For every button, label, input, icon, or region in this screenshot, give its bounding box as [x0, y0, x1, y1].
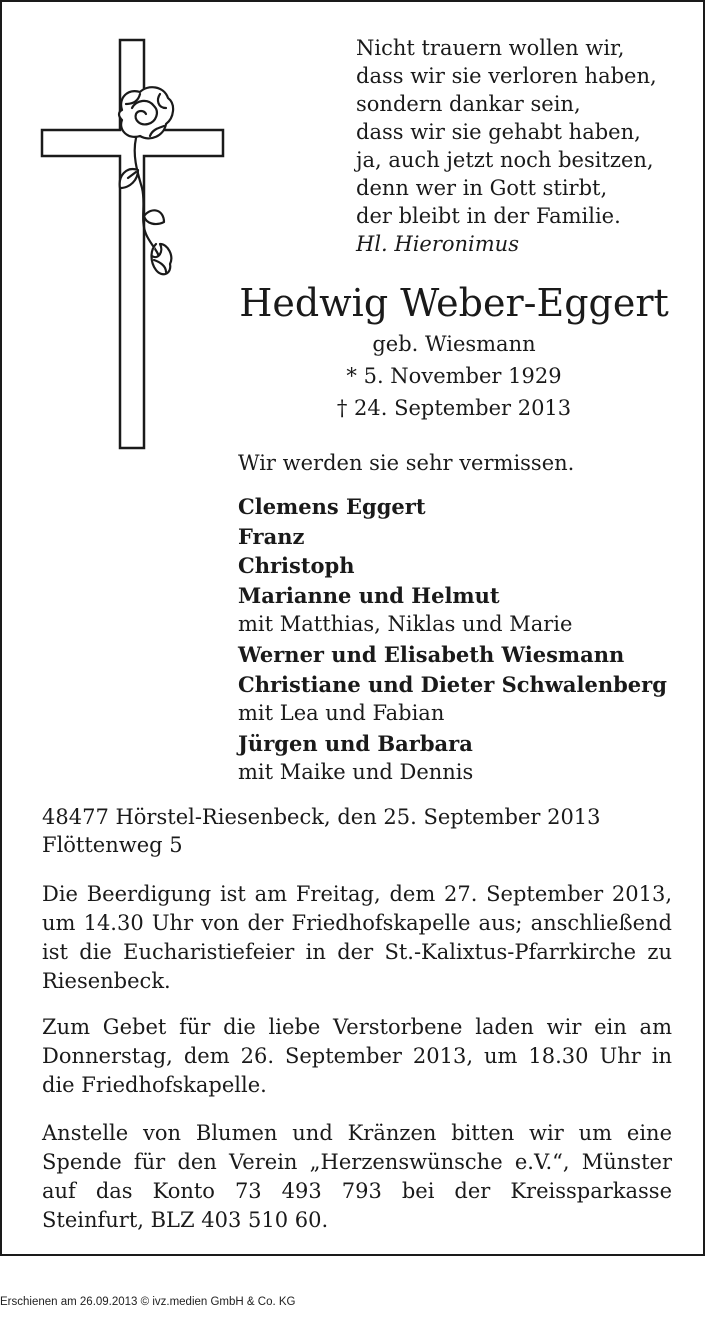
poem-author: Hl. Hieronimus — [356, 232, 519, 256]
birth-date: * 5. November 1929 — [346, 364, 562, 388]
mourners-list — [238, 492, 667, 788]
mourner-name: Christiane und Dieter Schwalenberg — [238, 671, 667, 697]
mourner-name: Clemens Eggert — [238, 494, 426, 519]
address-block — [42, 803, 601, 859]
poem-line: denn wer in Gott stirbt, — [356, 176, 608, 200]
street-address: Flöttenweg 5 — [42, 833, 183, 857]
poem — [356, 34, 657, 258]
mourner-children: mit Matthias, Niklas und Marie — [238, 612, 573, 637]
place-date: 48477 Hörstel-Riesenbeck, den 25. September 2013 — [42, 805, 601, 829]
mourner-name: Jürgen und Barbara — [238, 730, 473, 756]
poem-line: Nicht trauern wollen wir, — [356, 36, 625, 60]
mourner-name: Franz — [238, 523, 305, 549]
mourner-name: Christoph — [238, 553, 355, 579]
poem-line: sondern dankar sein, — [356, 92, 581, 116]
mourner-name: Werner und Elisabeth Wiesmann — [238, 641, 625, 667]
mourner-children: mit Lea und Fabian — [238, 701, 445, 726]
donation-paragraph: Anstelle von Blumen und Kränzen bitten wir um eine Spende für den Verein „Herzenswünsche e.V.“, Münster auf das Konto 73 493 793 bei der Kreissparkasse Steinfurt, BLZ 403 510 60. — [42, 1121, 672, 1232]
poem-line: dass wir sie verloren haben, — [356, 64, 657, 88]
deceased-name: Hedwig Weber-Eggert — [239, 281, 669, 325]
miss-text: Wir werden sie sehr vermissen. — [238, 451, 575, 475]
birth-name: geb. Wiesmann — [372, 332, 536, 356]
funeral-paragraph: Die Beerdigung ist am Freitag, dem 27. September 2013, um 14.30 Uhr von der Friedhofskapelle aus; anschließend ist die Eucharistiefeier in der St.-Kalixtus-Pfarrkirche zu Riesenbeck. — [42, 882, 672, 993]
death-date: † 24. September 2013 — [336, 396, 572, 420]
prayer-paragraph: Zum Gebet für die liebe Verstorbene laden wir ein am Donnerstag, dem 26. September 2013, um 18.30 Uhr in die Friedhofskapelle. — [42, 1015, 672, 1097]
publication-footer: Erschienen am 26.09.2013 © ivz.medien GmbH & Co. KG — [0, 1296, 296, 1308]
poem-line: ja, auch jetzt noch besitzen, — [356, 148, 654, 172]
mourner-children: mit Maike und Dennis — [238, 760, 474, 785]
mourner-name: Marianne und Helmut — [238, 582, 500, 608]
cross-with-rose-icon — [40, 38, 225, 450]
poem-line: dass wir sie gehabt haben, — [356, 120, 641, 144]
poem-line: der bleibt in der Familie. — [356, 204, 621, 228]
